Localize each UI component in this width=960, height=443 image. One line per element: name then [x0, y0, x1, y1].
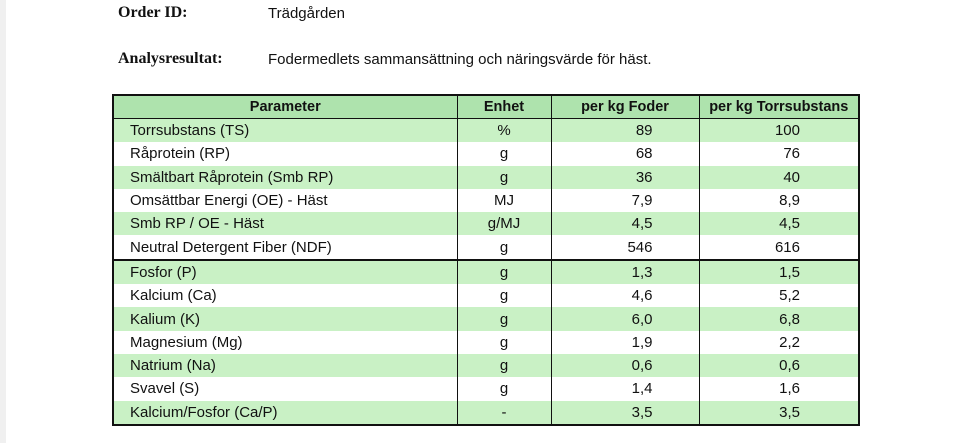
per-kg-feed-cell: 4,5	[551, 212, 699, 235]
parameter-cell: Kalcium/Fosfor (Ca/P)	[113, 401, 457, 425]
per-kg-dry-matter-cell: 8,9	[699, 189, 859, 212]
table-row	[113, 307, 859, 330]
table-row	[113, 331, 859, 354]
per-kg-dry-matter-cell: 100	[699, 119, 859, 143]
table-row	[113, 119, 859, 143]
table-header-row	[113, 95, 859, 119]
parameter-cell: Råprotein (RP)	[113, 142, 457, 165]
per-kg-dry-matter-cell: 616	[699, 235, 859, 259]
unit-cell: g/MJ	[457, 212, 551, 235]
per-kg-dry-matter-cell: 6,8	[699, 307, 859, 330]
per-kg-feed-cell: 89	[551, 119, 699, 143]
per-kg-dry-matter-cell: 0,6	[699, 354, 859, 377]
table-row	[113, 212, 859, 235]
table-row	[113, 260, 859, 284]
per-kg-dry-matter-cell: 40	[699, 166, 859, 189]
unit-cell: -	[457, 401, 551, 425]
unit-cell: %	[457, 119, 551, 143]
table-row	[113, 284, 859, 307]
parameter-cell: Magnesium (Mg)	[113, 331, 457, 354]
table-row	[113, 235, 859, 259]
column-header-parameter: Parameter	[113, 95, 457, 119]
unit-cell: MJ	[457, 189, 551, 212]
unit-cell: g	[457, 166, 551, 189]
per-kg-feed-cell: 36	[551, 166, 699, 189]
unit-cell: g	[457, 142, 551, 165]
parameter-cell: Smältbart Råprotein (Smb RP)	[113, 166, 457, 189]
table-row	[113, 142, 859, 165]
parameter-cell: Fosfor (P)	[113, 260, 457, 284]
parameter-cell: Omsättbar Energi (OE) - Häst	[113, 189, 457, 212]
column-header-per-kg-feed: per kg Foder	[551, 95, 699, 119]
per-kg-feed-cell: 1,4	[551, 377, 699, 400]
analysis-label: Analysresultat:	[118, 50, 223, 67]
table-row	[113, 377, 859, 400]
parameter-cell: Neutral Detergent Fiber (NDF)	[113, 235, 457, 259]
per-kg-feed-cell: 1,3	[551, 260, 699, 284]
column-header-unit: Enhet	[457, 95, 551, 119]
per-kg-feed-cell: 1,9	[551, 331, 699, 354]
parameter-cell: Smb RP / OE - Häst	[113, 212, 457, 235]
per-kg-feed-cell: 3,5	[551, 401, 699, 425]
unit-cell: g	[457, 307, 551, 330]
order-id-label: Order ID:	[118, 4, 188, 21]
per-kg-dry-matter-cell: 4,5	[699, 212, 859, 235]
column-header-per-kg-dry-matter: per kg Torrsubstans	[699, 95, 859, 119]
per-kg-feed-cell: 0,6	[551, 354, 699, 377]
per-kg-feed-cell: 4,6	[551, 284, 699, 307]
page-edge	[0, 0, 6, 443]
unit-cell: g	[457, 284, 551, 307]
order-id-value: Trädgården	[268, 5, 345, 22]
parameter-cell: Svavel (S)	[113, 377, 457, 400]
parameter-cell: Natrium (Na)	[113, 354, 457, 377]
analysis-table	[112, 94, 860, 426]
parameter-cell: Torrsubstans (TS)	[113, 119, 457, 143]
unit-cell: g	[457, 235, 551, 259]
parameter-cell: Kalium (K)	[113, 307, 457, 330]
per-kg-feed-cell: 546	[551, 235, 699, 259]
table-row	[113, 189, 859, 212]
table-row	[113, 354, 859, 377]
parameter-cell: Kalcium (Ca)	[113, 284, 457, 307]
per-kg-feed-cell: 7,9	[551, 189, 699, 212]
per-kg-feed-cell: 68	[551, 142, 699, 165]
table-row	[113, 401, 859, 425]
unit-cell: g	[457, 331, 551, 354]
per-kg-dry-matter-cell: 1,5	[699, 260, 859, 284]
per-kg-dry-matter-cell: 5,2	[699, 284, 859, 307]
per-kg-dry-matter-cell: 2,2	[699, 331, 859, 354]
unit-cell: g	[457, 260, 551, 284]
per-kg-dry-matter-cell: 3,5	[699, 401, 859, 425]
per-kg-feed-cell: 6,0	[551, 307, 699, 330]
unit-cell: g	[457, 354, 551, 377]
table-row	[113, 166, 859, 189]
per-kg-dry-matter-cell: 76	[699, 142, 859, 165]
analysis-description: Fodermedlets sammansättning och näringsvärde för häst.	[268, 51, 652, 68]
unit-cell: g	[457, 377, 551, 400]
per-kg-dry-matter-cell: 1,6	[699, 377, 859, 400]
